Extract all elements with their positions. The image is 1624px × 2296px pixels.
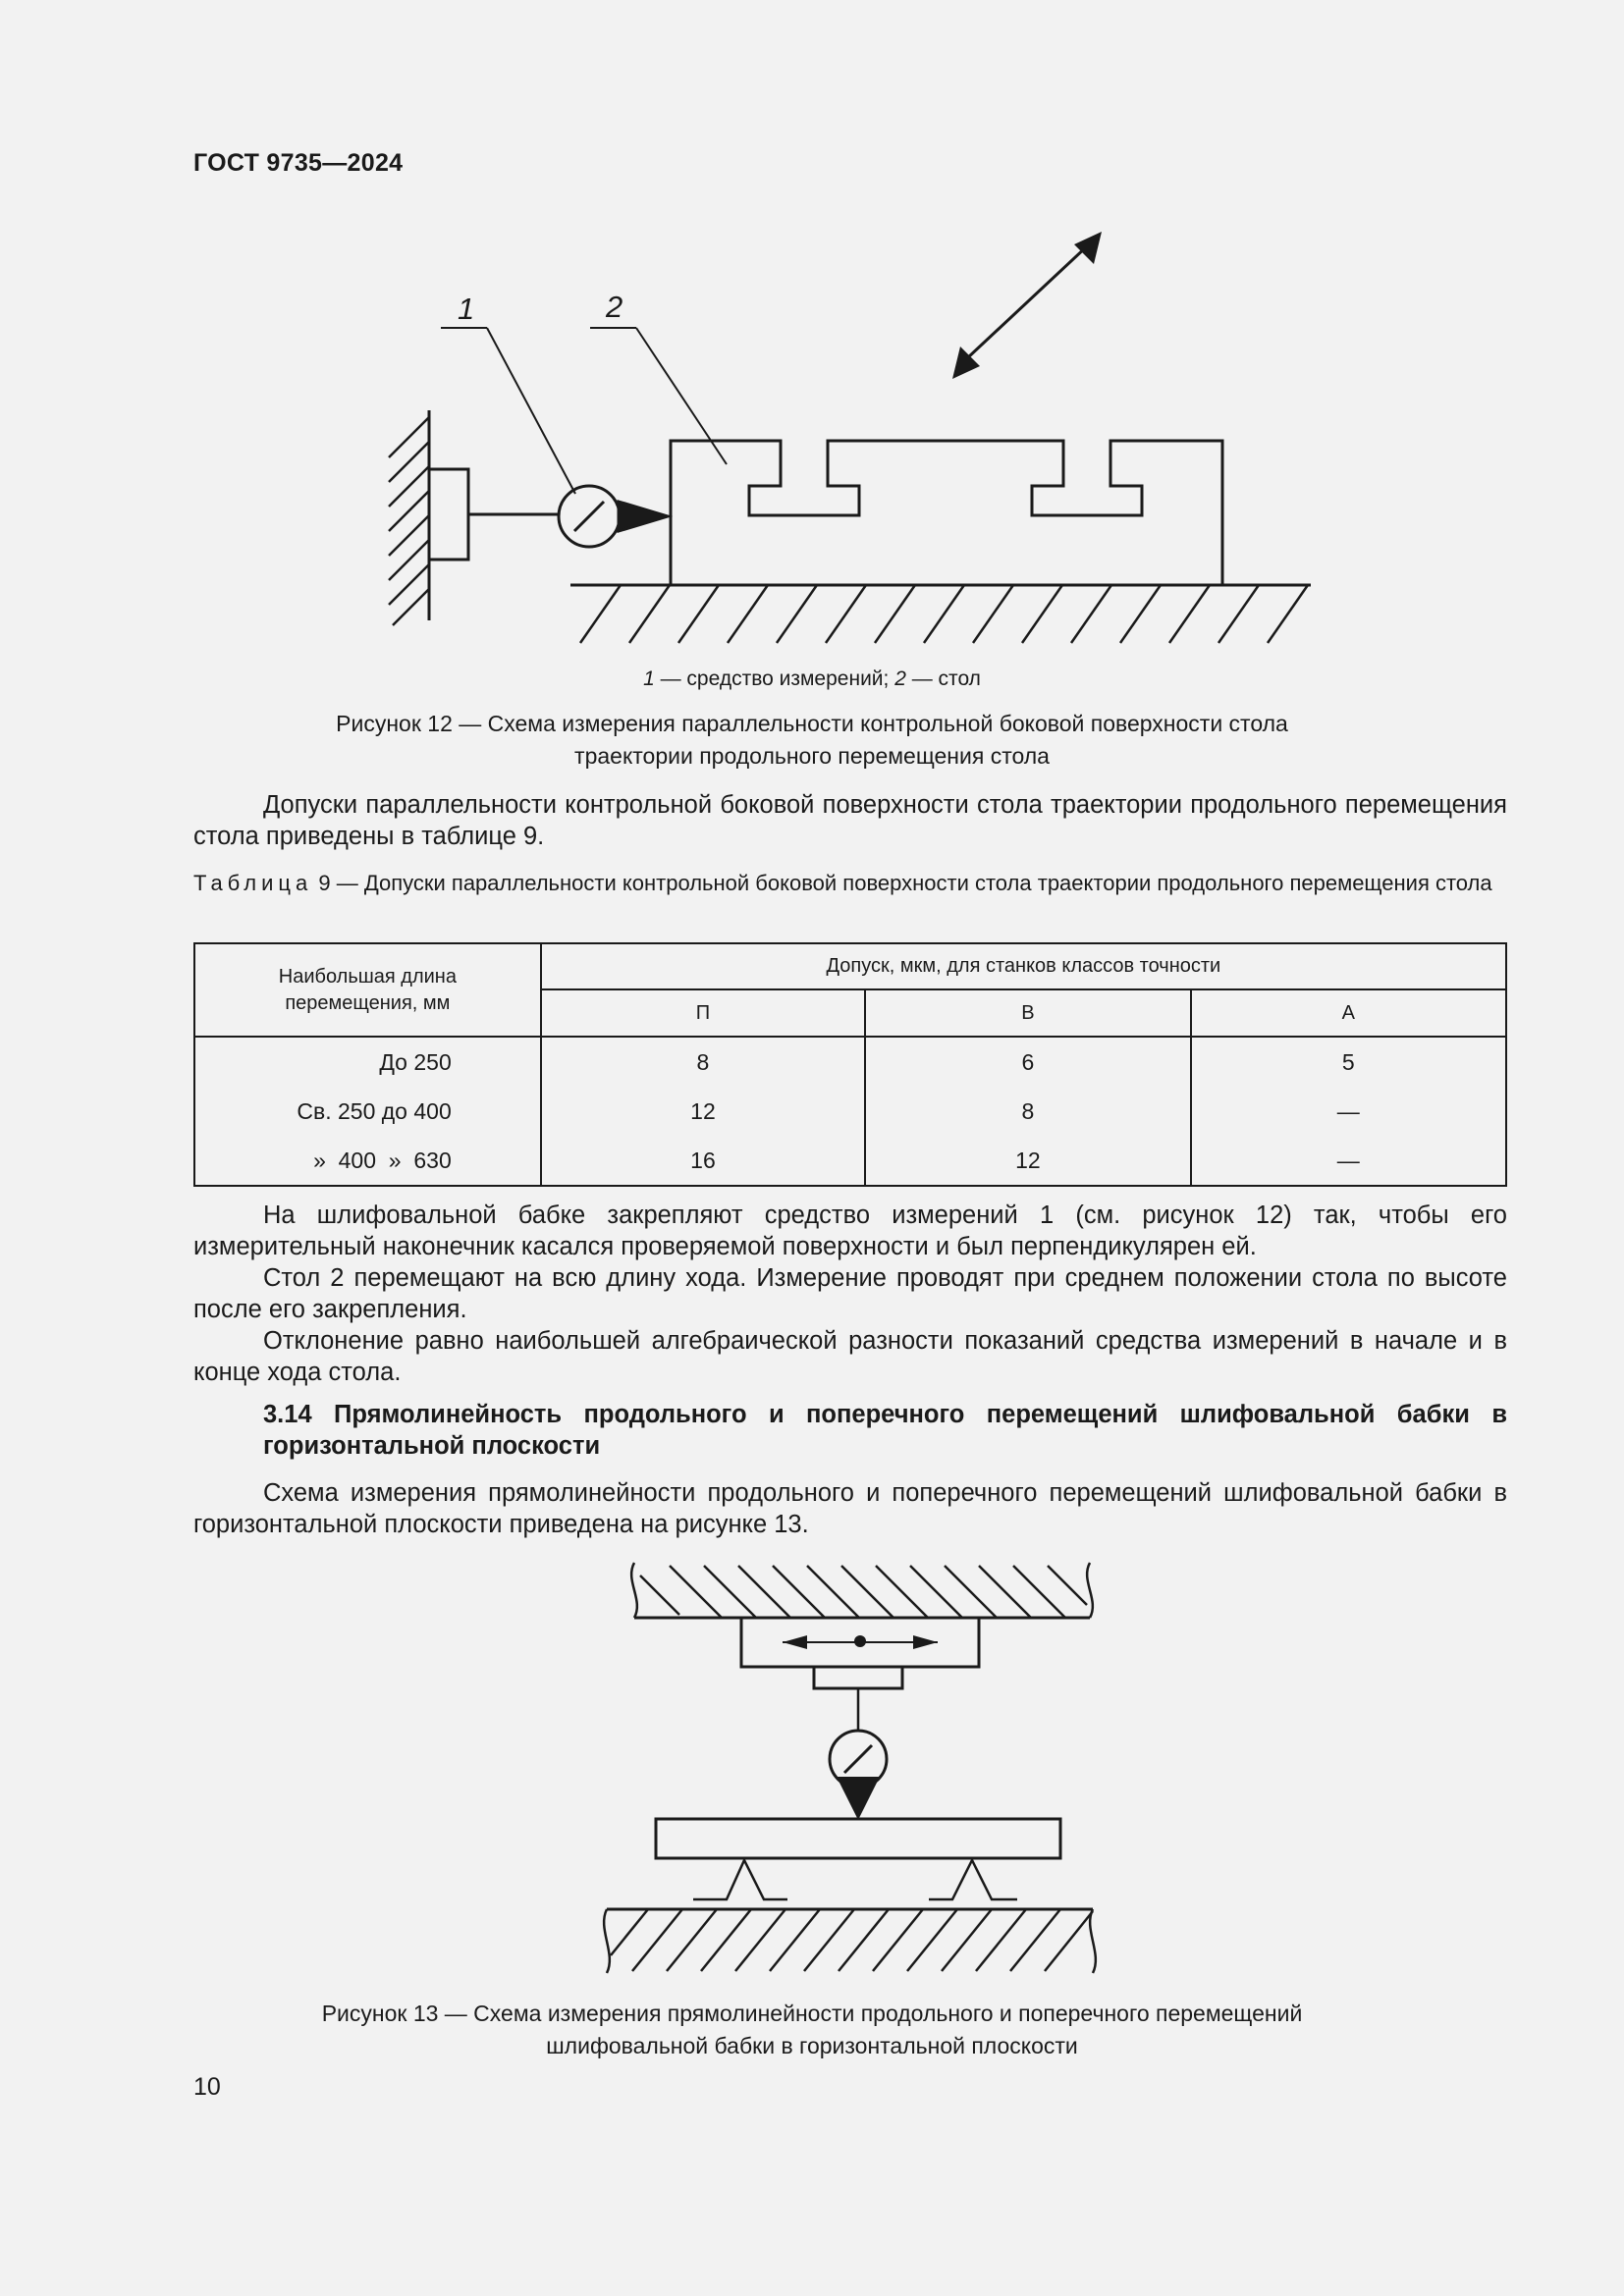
section-3-14-intro-text: Схема измерения прямолинейности продольного и поперечного перемещений шлифовальной бабки в горизонтальной плоскости приведена на рисунке 13. xyxy=(193,1479,1507,1538)
cell-value: 8 xyxy=(541,1037,865,1087)
cell-value: — xyxy=(1191,1087,1506,1136)
figure-12-legend xyxy=(0,667,1624,691)
cell-value: 5 xyxy=(1191,1037,1506,1087)
tolerance-paragraph-text: Допуски параллельности контрольной боковой поверхности стола траектории продольного перемещения стола приведены в таблице 9. xyxy=(193,791,1507,850)
procedure-paragraph-3: Отклонение равно наибольшей алгебраической разности показаний средства измерений в начале и в конце хода стола. xyxy=(193,1327,1507,1386)
section-3-14-heading: 3.14 Прямолинейность продольного и поперечного перемещений шлифовальной бабки в горизонтальной плоскости xyxy=(263,1401,1507,1460)
section-3-14-intro xyxy=(193,1477,1507,1540)
figure-13-caption-line2: шлифовальной бабки в горизонтальной плоскости xyxy=(546,2033,1078,2058)
cell-length: До 250 xyxy=(194,1037,541,1087)
motion-arrow-icon xyxy=(967,245,1088,358)
table-caption-text: 9 — Допуски параллельности контрольной боковой поверхности стола траектории продольного перемещения стола xyxy=(312,871,1492,895)
machine-table-shape xyxy=(671,441,1222,585)
table-caption-label: Таблица xyxy=(193,871,313,895)
legend-number-1: 1 xyxy=(643,667,655,690)
figure-13-caption-line1: Рисунок 13 — Схема измерения прямолинейности продольного и поперечного перемещений xyxy=(321,2001,1303,2026)
legend-number-2: 2 xyxy=(894,667,906,690)
column-header-length: Наибольшая длина перемещения, мм xyxy=(194,943,541,1037)
floor-hatching xyxy=(580,585,1308,643)
cell-length: Св. 250 до 400 xyxy=(194,1087,541,1136)
column-header-class-p: П xyxy=(541,989,865,1037)
cell-value: 12 xyxy=(865,1136,1190,1186)
figure-12-diagram xyxy=(0,0,1624,687)
callout-1: 1 xyxy=(458,292,475,326)
table-9-caption xyxy=(193,868,1507,898)
cell-length: » 400 » 630 xyxy=(194,1136,541,1186)
cell-value: 6 xyxy=(865,1037,1190,1087)
tolerance-paragraph xyxy=(193,789,1507,852)
table-row xyxy=(194,1087,1506,1136)
column-header-class-a: А xyxy=(1191,989,1506,1037)
document-header: ГОСТ 9735—2024 xyxy=(193,149,404,177)
wall-hatching xyxy=(389,417,429,625)
figure-12-caption xyxy=(245,708,1379,773)
procedure-paragraph-1: На шлифовальной бабке закрепляют средство измерений 1 (см. рисунок 12) так, чтобы его измерительный наконечник касался проверяемой поверхности и был перпендикулярен ей. xyxy=(193,1201,1507,1260)
cell-value: — xyxy=(1191,1136,1506,1186)
straightedge-bar xyxy=(656,1819,1060,1858)
table-row xyxy=(194,1136,1506,1186)
figure-13-caption xyxy=(196,1998,1428,2062)
legend-text-1: — средство измерений; xyxy=(654,667,895,690)
table-row xyxy=(194,1037,1506,1087)
procedure-text xyxy=(193,1200,1507,1388)
figure-13-diagram xyxy=(0,1551,1624,2002)
table-9 xyxy=(193,942,1507,1187)
procedure-paragraph-2: Стол 2 перемещают на всю длину хода. Измерение проводят при среднем положении стола по высоте после его закрепления. xyxy=(193,1264,1507,1323)
figure-12-caption-line2: траектории продольного перемещения стола xyxy=(574,743,1050,769)
cell-value: 12 xyxy=(541,1087,865,1136)
page-number: 10 xyxy=(193,2073,221,2101)
figure-12-caption-line1: Рисунок 12 — Схема измерения параллельности контрольной боковой поверхности стола xyxy=(336,711,1288,736)
top-hatching xyxy=(640,1566,1087,1618)
column-header-tolerance: Допуск, мкм, для станков классов точности xyxy=(541,943,1506,989)
column-header-class-v: В xyxy=(865,989,1190,1037)
callout-2: 2 xyxy=(606,290,623,324)
floor-hatching xyxy=(611,1909,1093,1971)
cell-value: 16 xyxy=(541,1136,865,1186)
cell-value: 8 xyxy=(865,1087,1190,1136)
legend-text-2: — стол xyxy=(905,667,981,690)
